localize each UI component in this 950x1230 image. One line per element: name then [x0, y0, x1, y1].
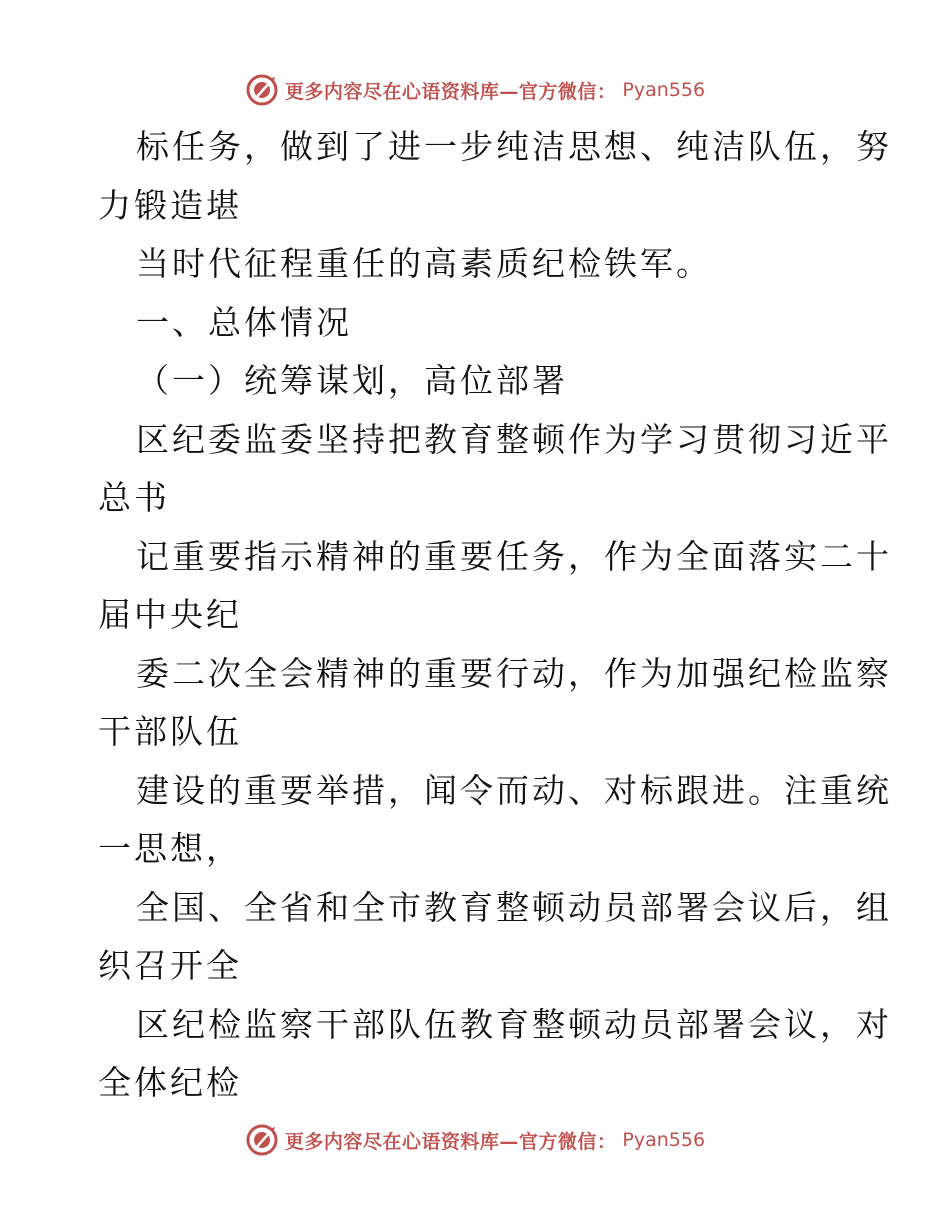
body-line: 记重要指示精神的重要任务，作为全面落实二十	[136, 536, 892, 576]
header-banner-contact: Pyan556	[622, 79, 706, 101]
body-line: 区纪检监察干部队伍教育整顿动员部署会议，对	[136, 1004, 892, 1044]
section-heading: 一、总体情况	[136, 302, 352, 342]
subsection-heading: （一）统筹谋划，高位部署	[136, 361, 568, 400]
logo-icon	[245, 73, 279, 107]
header-banner-text: 更多内容尽在心语资料库—官方微信：	[284, 80, 617, 103]
body-line: 委二次全会精神的重要行动，作为加强纪检监察	[136, 653, 892, 693]
body-line: 标任务，做到了进一步纯洁思想、纯洁队伍，努	[136, 127, 892, 166]
body-line: 一思想，	[98, 829, 242, 868]
body-line: 当时代征程重任的高素质纪检铁军。	[136, 244, 712, 283]
footer-banner	[0, 1120, 950, 1160]
document-body	[98, 118, 892, 1113]
body-line: 干部队伍	[98, 712, 242, 751]
body-line: 建设的重要举措，闻令而动、对标跟进。注重统	[136, 770, 892, 810]
footer-banner-text: 更多内容尽在心语资料库—官方微信：	[284, 1130, 617, 1153]
logo-icon	[245, 1123, 279, 1157]
body-line: 全体纪检	[98, 1063, 242, 1102]
body-line: 区纪委监委坚持把教育整顿作为学习贯彻习近平	[136, 419, 892, 459]
body-line: 织召开全	[98, 946, 242, 985]
header-banner	[0, 70, 950, 110]
footer-banner-contact: Pyan556	[622, 1129, 706, 1151]
body-line: 总书	[98, 478, 170, 517]
body-line: 力锻造堪	[98, 185, 242, 225]
body-line: 全国、全省和全市教育整顿动员部署会议后，组	[136, 887, 892, 927]
body-line: 届中央纪	[98, 595, 242, 634]
